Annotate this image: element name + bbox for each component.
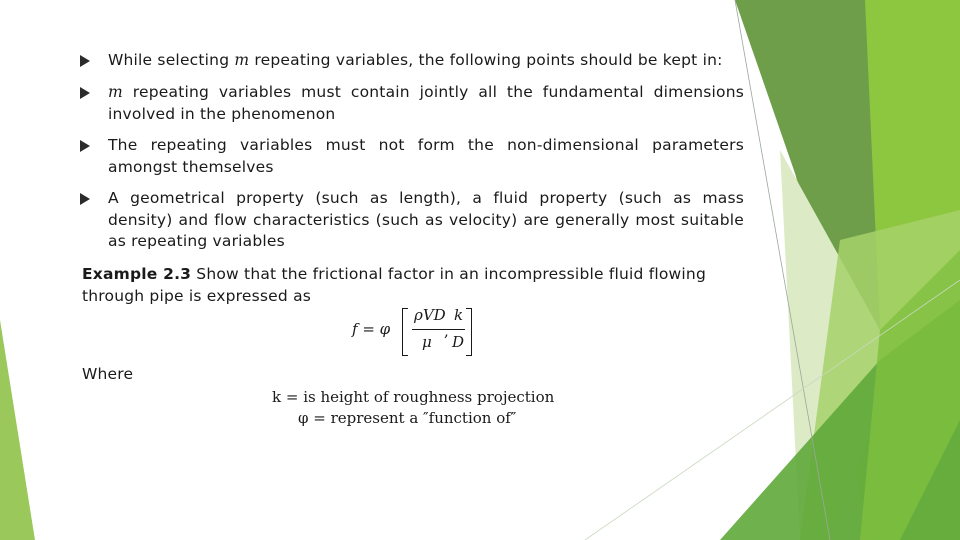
bullet-arrow-icon: [80, 87, 90, 99]
formula-right-bracket: [466, 308, 472, 356]
example-paragraph: [82, 263, 732, 307]
formula-denominator-1: μ: [422, 333, 432, 351]
formula-numerator-1: ρVD: [414, 306, 446, 324]
bullet-arrow-icon: [80, 55, 90, 67]
formula-comma: ,: [444, 322, 449, 340]
bullet-text: A geometrical property (such as length), a fluid property (such as mass density) and flow characteristics (such as velocity) are generally most suitable as repeating variables: [108, 189, 744, 250]
bullet-1-prefix: While selecting: [108, 51, 235, 69]
bullet-1-suffix: repeating variables, the following points should be kept in:: [249, 51, 723, 69]
formula-left-bracket: [402, 308, 408, 356]
bullet-text: The repeating variables must not form the non-dimensional parameters amongst themselves: [108, 136, 744, 176]
definition-phi: φ = represent a ″function of″: [298, 409, 517, 427]
formula-lhs: f = φ: [352, 320, 391, 338]
bullet-1-variable: m: [234, 51, 250, 69]
where-label: Where: [82, 365, 134, 383]
definition-k: k = is height of roughness projection: [272, 388, 555, 406]
left-accent-shape: [0, 320, 35, 540]
bullet-arrow-icon: [80, 140, 90, 152]
bullet-text: [108, 82, 744, 125]
formula-denominator-2: D: [452, 333, 465, 351]
bullet-2-suffix: repeating variables must contain jointly all the fundamental dimensions involved in the phenomenon: [108, 83, 744, 123]
formula-numerator-2: k: [454, 306, 464, 324]
bullet-arrow-icon: [80, 193, 90, 205]
example-label: Example 2.3: [82, 265, 192, 283]
bullet-2-variable: m: [108, 83, 123, 101]
formula-fraction-line-2: [451, 329, 465, 330]
example-text: Show that the frictional factor in an incompressible fluid flowing through pipe is expressed as: [82, 265, 706, 305]
bullet-text: [108, 50, 744, 72]
